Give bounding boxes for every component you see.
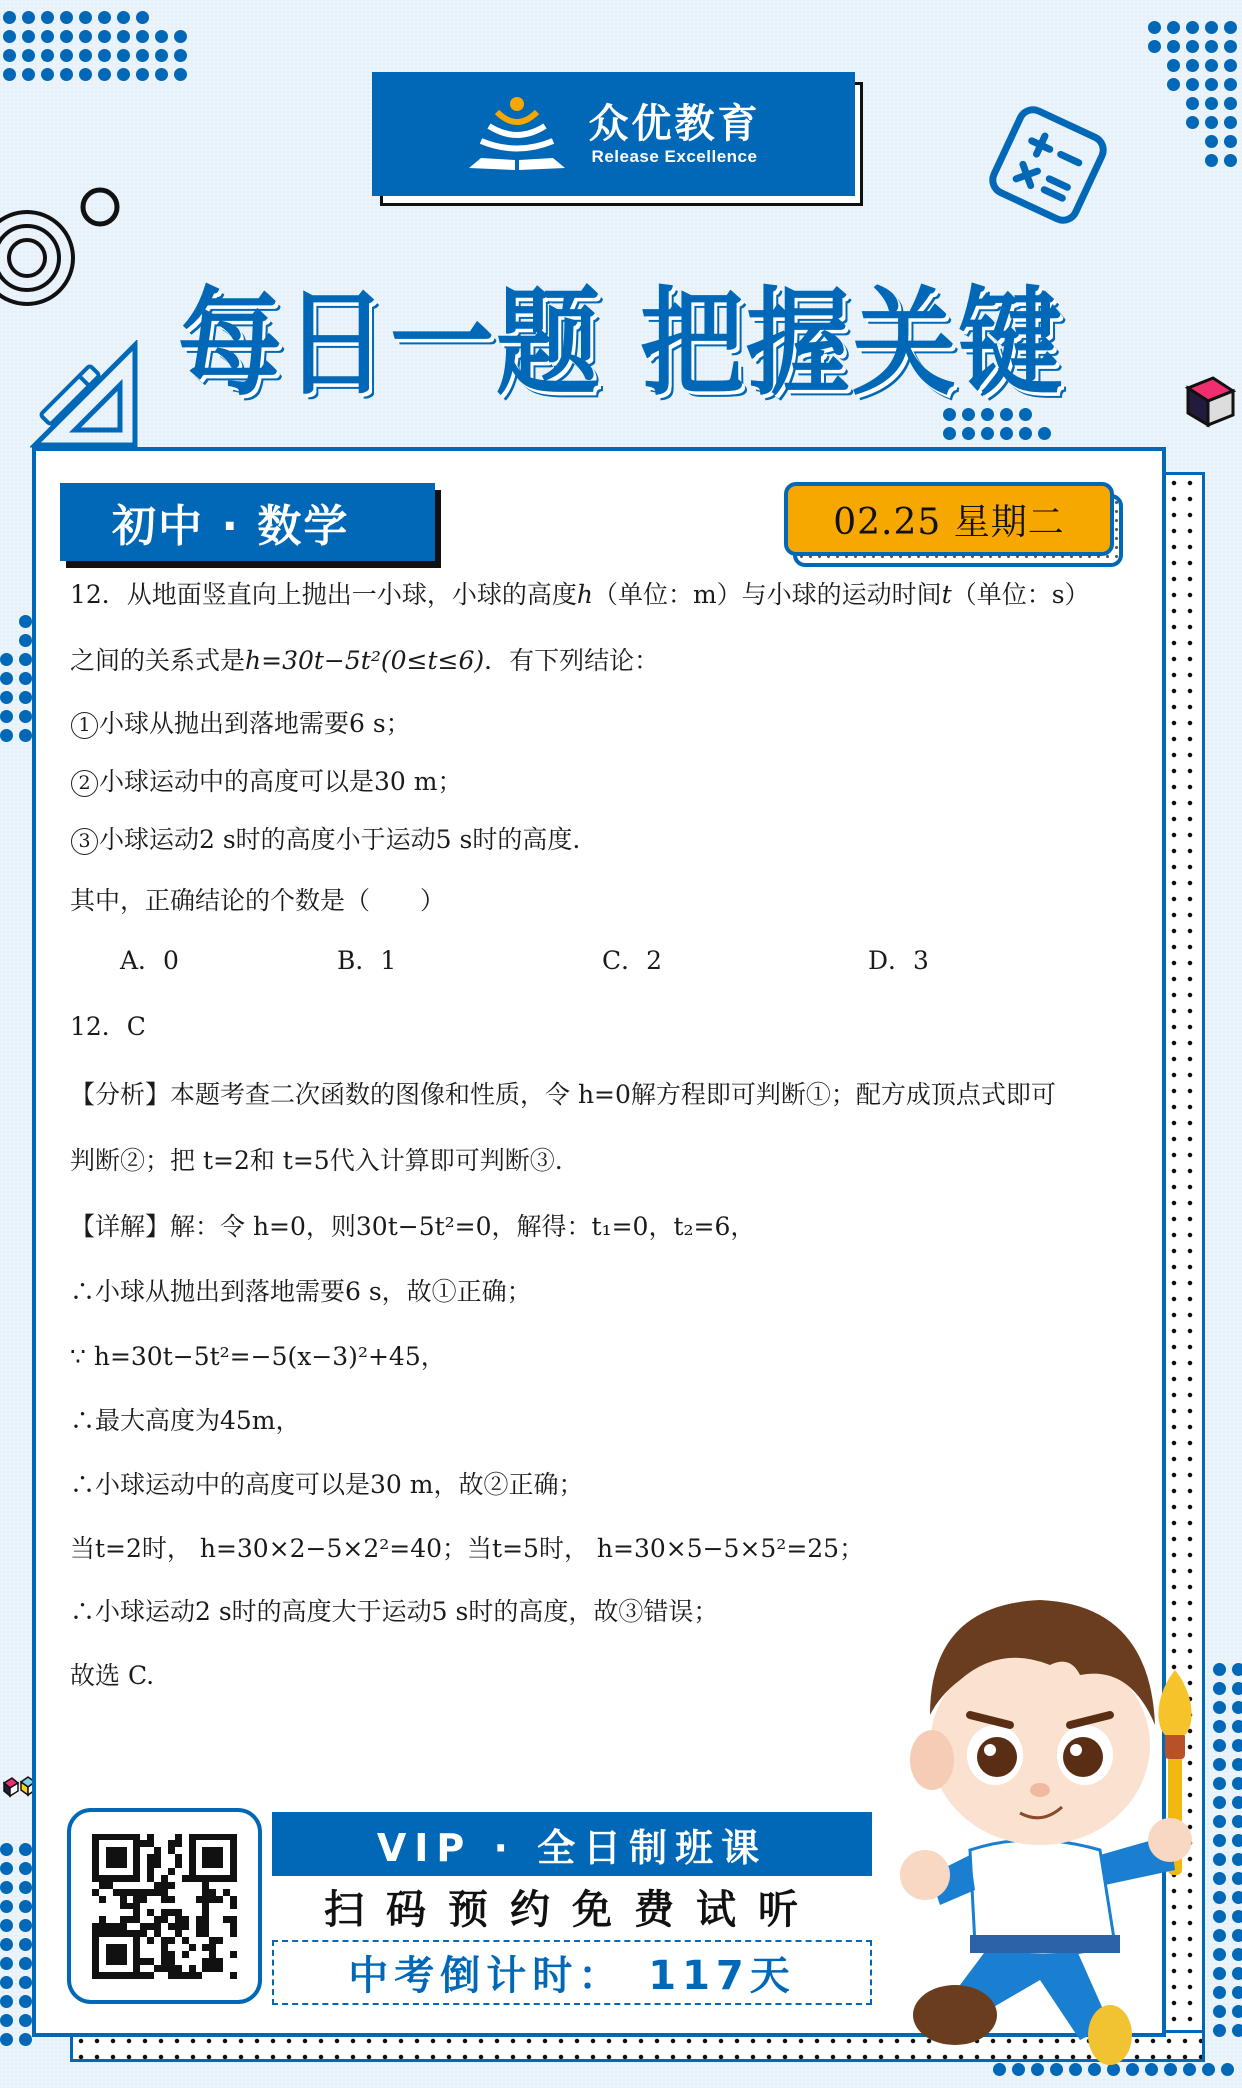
option-c: C．2 — [602, 946, 663, 975]
calculator-icon — [988, 105, 1108, 225]
subject-tab: 初中 · 数学 — [60, 483, 435, 561]
boy-mascot-with-brush — [870, 1585, 1210, 2075]
dot-pattern-left — [0, 612, 35, 745]
dot-pattern-top-right — [1145, 18, 1240, 170]
analysis-line-1: 【分析】本题考查二次函数的图像和性质，令 h=0解方程即可判断①；配方成顶点式即可 — [70, 1080, 1056, 1109]
brand-name-en: Release Excellence — [591, 147, 758, 166]
step-2: ∵ h=30t−5t²=−5(x−3)²+45， — [70, 1342, 446, 1371]
statement-1: 1 小球从抛出到落地需要6 s； — [70, 709, 411, 739]
dot-pattern-top-left — [0, 8, 190, 84]
step-1: ∴小球从抛出到落地需要6 s，故①正确； — [70, 1277, 532, 1306]
statement-3: 3 小球运动2 s时的高度小于运动5 s时的高度. — [70, 825, 580, 855]
scan-prompt: 扫码预约免费试听 — [324, 1886, 820, 1933]
book-tree-logo-icon — [467, 94, 567, 174]
page-title: 每日一题 把握关键 — [177, 274, 1065, 412]
brand-name-cn: 众优教育 — [588, 101, 761, 147]
detail-line-1: 【详解】解：令 h=0，则30t−5t²=0，解得：t₁=0，t₂=6， — [70, 1212, 756, 1241]
countdown-value: 117天 — [648, 1953, 796, 1999]
dot-pattern-bottom-right — [1210, 1660, 1242, 2040]
question-line-2: 之间的关系式是h=30t−5t²(0≤t≤6)．有下列结论： — [70, 646, 660, 675]
step-4: ∴小球运动中的高度可以是30 m，故②正确； — [70, 1470, 584, 1499]
logo-banner — [372, 72, 855, 196]
option-b: B．1 — [337, 946, 397, 975]
question-line-1: 12．从地面竖直向上抛出一小球，小球的高度h（单位：m）与小球的运动时间t（单位：s） — [70, 580, 1090, 609]
exam-countdown — [272, 1940, 872, 2005]
step-7: 故选 C. — [70, 1661, 155, 1690]
qr-code[interactable] — [92, 1834, 237, 1979]
vip-banner: VIP · 全日制班课 — [272, 1812, 872, 1876]
dot-pattern-bottom-left — [0, 1840, 35, 2049]
answer-key: 12．C — [70, 1012, 146, 1041]
qr-code-frame[interactable] — [67, 1808, 262, 2004]
step-3: ∴最大高度为45m， — [70, 1406, 301, 1435]
analysis-line-2: 判断②；把 t=2和 t=5代入计算即可判断③. — [70, 1146, 563, 1175]
countdown-label: 中考倒计时： — [348, 1953, 625, 1999]
option-d: D．3 — [868, 946, 929, 975]
date-badge: 02.25 星期二 — [784, 482, 1114, 556]
step-5: 当t=2时， h=30×2−5×2²=40；当t=5时， h=30×5−5×5²=25； — [70, 1534, 865, 1563]
formula: h=30t−5t²(0≤t≤6) — [245, 646, 485, 675]
step-6: ∴小球运动2 s时的高度大于运动5 s时的高度，故③错误； — [70, 1597, 719, 1626]
option-a: A．0 — [120, 946, 179, 975]
question-prompt: 其中，正确结论的个数是（ ） — [70, 886, 446, 915]
statement-2: 2 小球运动中的高度可以是30 m； — [70, 767, 462, 797]
